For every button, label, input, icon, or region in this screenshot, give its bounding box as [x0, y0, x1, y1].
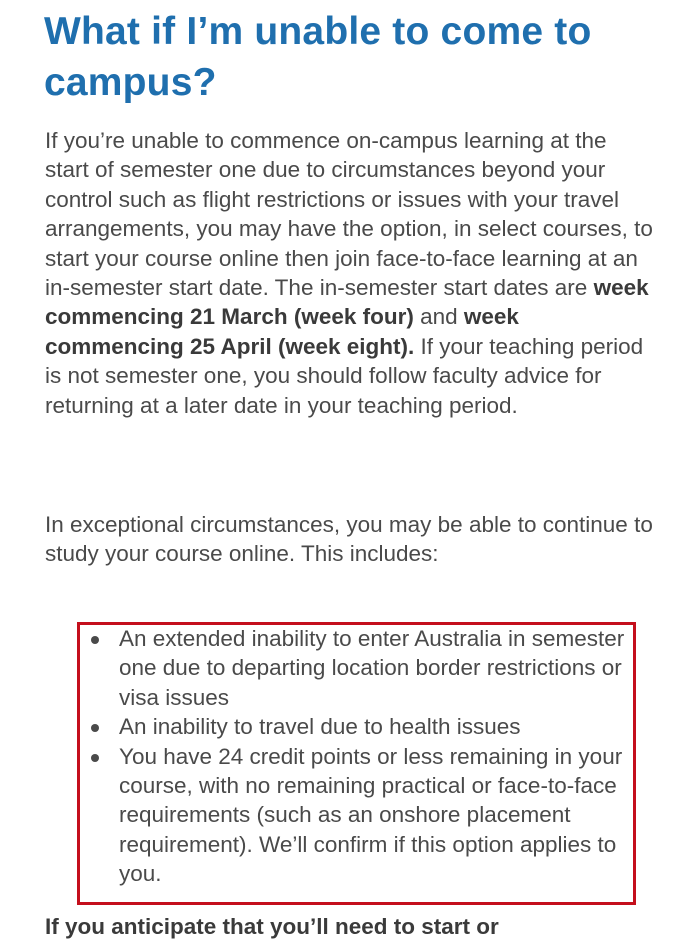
- list-item-text: An extended inability to enter Australia in semester one due to departing location border restrictions or visa issues: [119, 626, 625, 710]
- list-item-text: An inability to travel due to health issues: [119, 714, 521, 740]
- teaching-period-text: If your teaching period is not semester one, you should follow faculty advice for returning at a later date in your teaching period.: [45, 333, 644, 418]
- list-item: [89, 712, 629, 741]
- list-item: [89, 742, 629, 889]
- circumstances-list: [89, 624, 629, 889]
- page-heading: What if I’m unable to come to campus?: [44, 10, 592, 104]
- start-date-week-eight: week commencing 25 April (week eight).: [45, 304, 519, 359]
- bullet-icon: [91, 636, 99, 644]
- intro-paragraph: [45, 126, 655, 420]
- and-text: and: [413, 304, 464, 330]
- start-date-week-four: week commencing 21 March (week four): [45, 275, 649, 330]
- anticipate-paragraph: If you anticipate that you’ll need to start or: [45, 914, 499, 939]
- bullet-icon: [91, 754, 99, 762]
- list-item: [89, 624, 629, 712]
- list-item-text: You have 24 credit points or less remaining in your course, with no remaining practical or face-to-face requirements (such as an onshore placement requirement). We’ll confirm if this option applies to you.: [119, 743, 623, 887]
- bullet-icon: [91, 724, 99, 732]
- intro-text: If you’re unable to commence on-campus learning at the start of semester one due to circumstances beyond your control such as flight restrictions or issues with your travel arrangements, you may have the option, in select courses, to start your course online then join face-to-face learning at an in-semester start date. The in-semester start dates are: [45, 128, 653, 301]
- exceptional-circumstances-paragraph: In exceptional circumstances, you may be able to continue to study your course online. This includes:: [45, 512, 653, 567]
